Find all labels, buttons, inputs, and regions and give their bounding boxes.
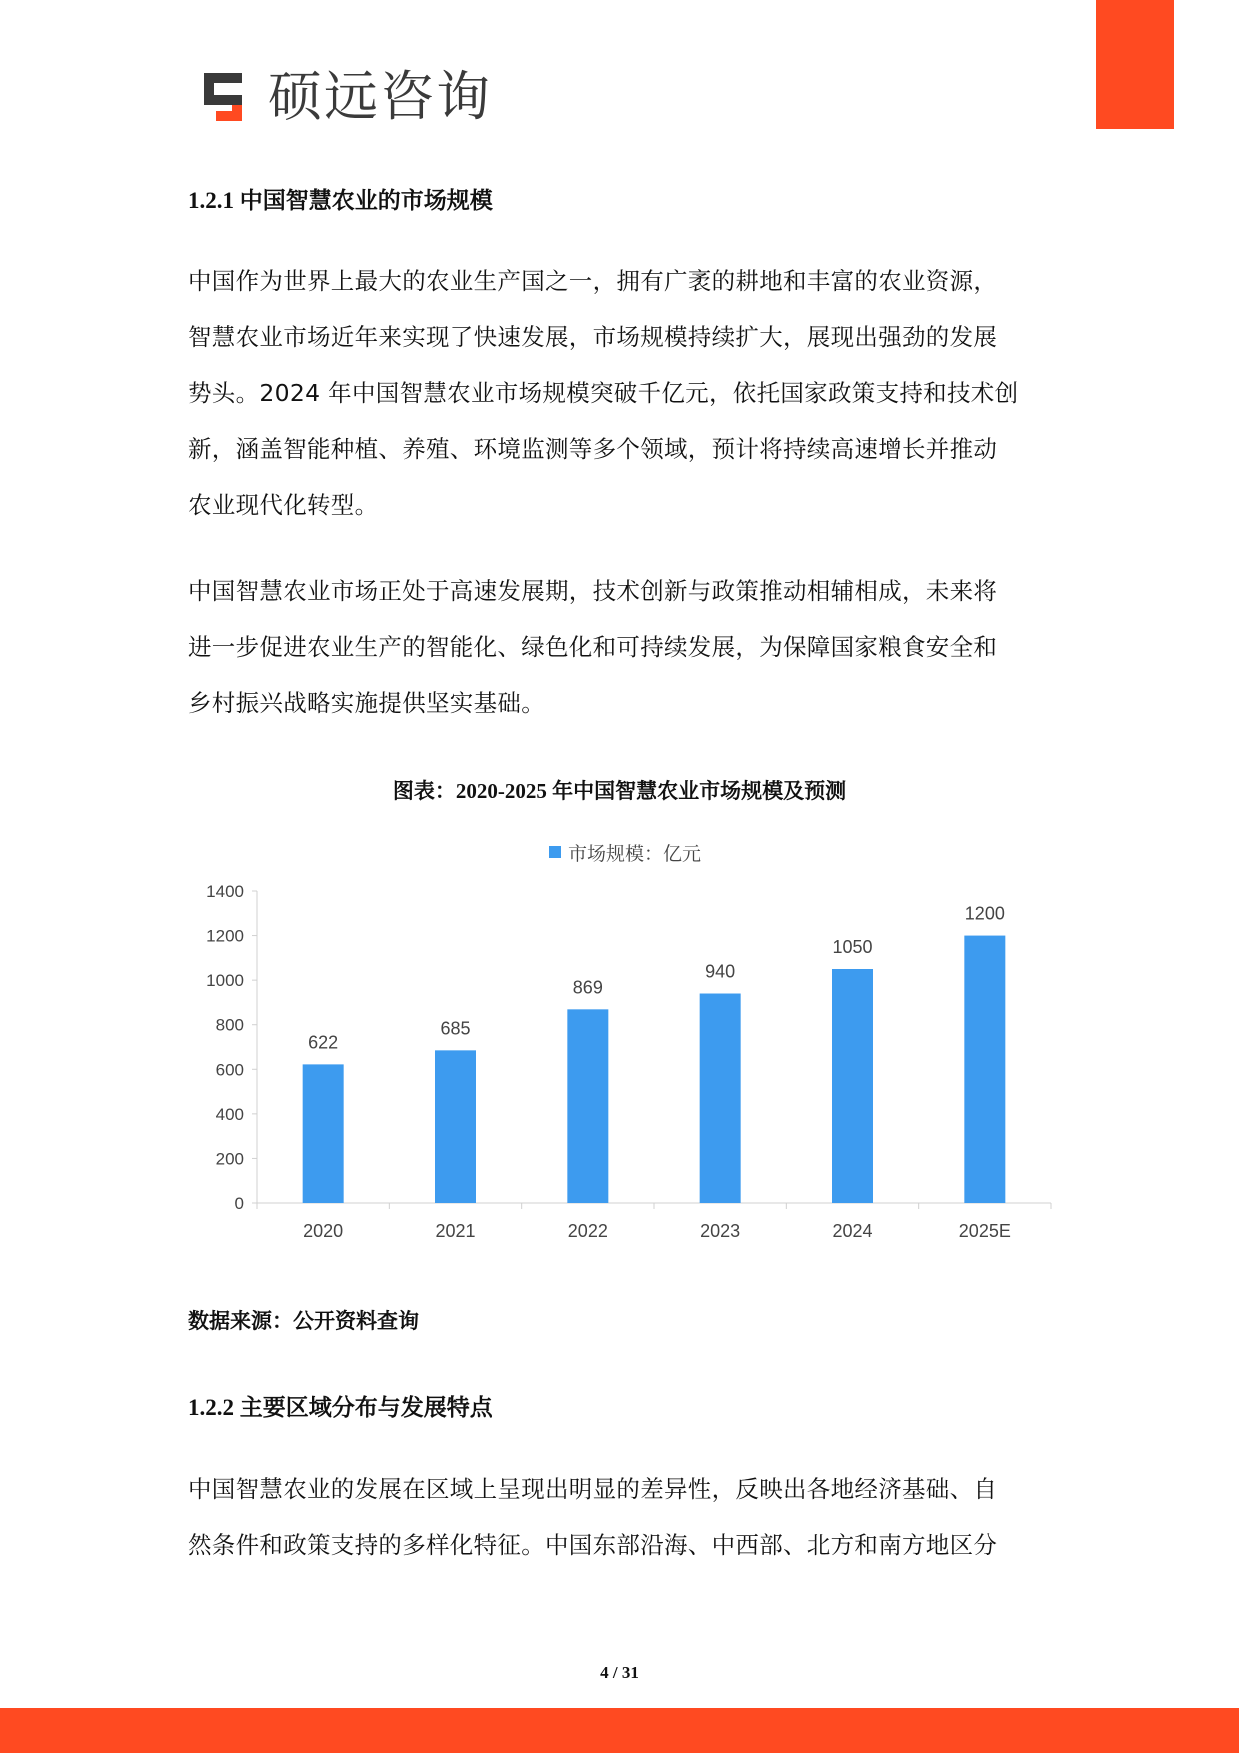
y-tick-label: 600 [215, 1060, 244, 1080]
data-label: 1050 [832, 937, 873, 957]
x-tick-label: 2025E [958, 1221, 1011, 1241]
x-tick-label: 2023 [700, 1221, 741, 1241]
page-number: 4 / 31 [600, 1663, 639, 1682]
bar-chart [0, 830, 1239, 1250]
bar-2024 [832, 969, 873, 1203]
text-line: 中国智慧农业的发展在区域上呈现出明显的差异性，反映出各地经济基础、自 [188, 1475, 998, 1503]
text-line: 势头。2024 年中国智慧农业市场规模突破千亿元，依托国家政策支持和技术创 [188, 379, 1019, 407]
x-tick-label: 2020 [303, 1221, 344, 1241]
bar-2022 [567, 1009, 608, 1203]
text-line: 农业现代化转型。 [188, 491, 379, 519]
text-line: 乡村振兴战略实施提供坚实基础。 [188, 689, 545, 717]
y-tick-label: 0 [234, 1194, 244, 1213]
data-label: 622 [308, 1032, 339, 1053]
y-tick-label: 1200 [206, 926, 244, 946]
paragraph [188, 563, 1068, 731]
data-source: 数据来源：公开资料查询 [188, 1309, 419, 1333]
y-tick-label: 200 [215, 1149, 244, 1169]
text-line: 中国作为世界上最大的农业生产国之一，拥有广袤的耕地和丰富的农业资源， [188, 267, 998, 295]
data-label: 685 [440, 1018, 471, 1039]
company-logo [202, 66, 492, 128]
logo-mark-icon [202, 69, 258, 125]
brand-name: 硕远咨询 [268, 65, 492, 128]
data-label: 1200 [964, 903, 1005, 924]
paragraph [188, 253, 1068, 533]
text-line: 中国智慧农业市场正处于高速发展期，技术创新与政策推动相辅相成，未来将 [188, 577, 998, 605]
bar-2025E [964, 936, 1005, 1203]
y-tick-label: 1000 [206, 971, 244, 991]
x-tick-label: 2024 [832, 1221, 873, 1241]
text-line: 智慧农业市场近年来实现了快速发展，市场规模持续扩大，展现出强劲的发展 [188, 323, 998, 351]
bar-2023 [700, 994, 741, 1203]
legend-swatch [549, 846, 561, 858]
text-line: 进一步促进农业生产的智能化、绿色化和可持续发展，为保障国家粮食安全和 [188, 633, 998, 661]
text-line: 新，涵盖智能种植、养殖、环境监测等多个领域，预计将持续高速增长并推动 [188, 435, 998, 463]
section-heading: 1.2.1 中国智慧农业的市场规模 [188, 188, 493, 213]
y-tick-label: 400 [215, 1104, 244, 1124]
legend-label: 市场规模：亿元 [568, 844, 702, 865]
paragraph [188, 1461, 1068, 1573]
header-accent-bar [1096, 0, 1174, 129]
chart-title: 图表：2020-2025 年中国智慧农业市场规模及预测 [392, 779, 847, 803]
data-label: 940 [705, 961, 736, 982]
x-tick-label: 2022 [567, 1221, 608, 1241]
y-tick-label: 1400 [206, 882, 244, 901]
x-tick-label: 2021 [435, 1221, 476, 1241]
section-heading: 1.2.2 主要区域分布与发展特点 [188, 1395, 493, 1420]
footer-accent-bar [0, 1708, 1239, 1753]
bar-2021 [435, 1050, 476, 1203]
y-tick-label: 800 [215, 1015, 244, 1035]
bar-2020 [303, 1064, 344, 1203]
data-label: 869 [572, 977, 603, 998]
text-line: 然条件和政策支持的多样化特征。中国东部沿海、中西部、北方和南方地区分 [188, 1531, 998, 1559]
